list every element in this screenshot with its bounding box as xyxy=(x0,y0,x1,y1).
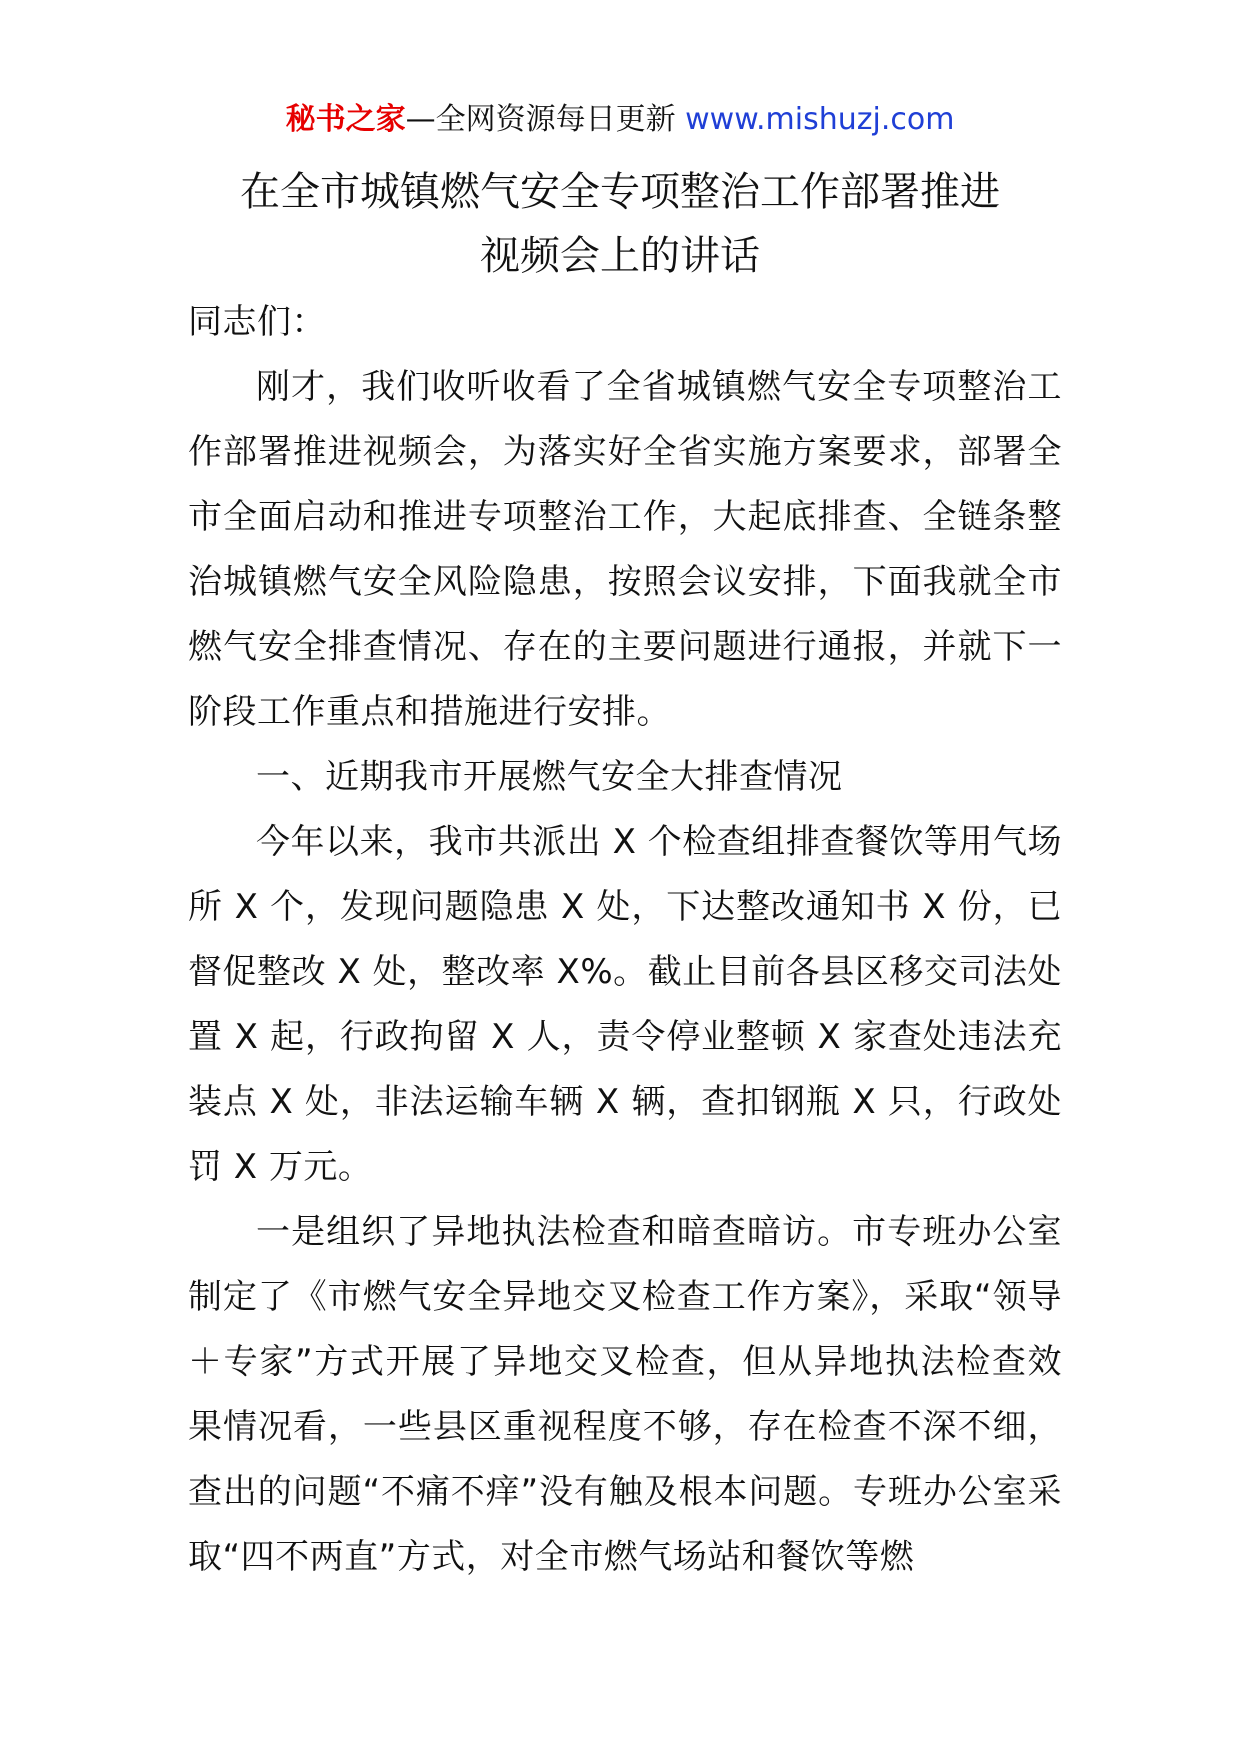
paragraph-point-1: 一是组织了异地执法检查和暗查暗访。市专班办公室制定了《市燃气安全异地交叉检查工作方案》，采取“领导＋专家”方式开展了异地交叉检查，但从异地执法检查效果情况看，一些县区重视程度不够，存在检查不深不细，查出的问题“不痛不痒”没有触及根本问题。专班办公室采取“四不两直”方式，对全市燃气场站和餐饮等燃 xyxy=(188,1212,1062,1577)
header-tagline: —全网资源每日更新 xyxy=(405,102,676,137)
section-heading-1: 一、近期我市开展燃气安全大排查情况 xyxy=(256,757,843,797)
document-title-line-2: 视频会上的讲话 xyxy=(480,233,760,279)
document-body xyxy=(188,290,1062,1590)
site-header xyxy=(0,100,1240,140)
brand-name: 秘书之家 xyxy=(285,102,406,137)
salutation: 同志们： xyxy=(188,302,326,342)
document-title-line-1: 在全市城镇燃气安全专项整治工作部署推进 xyxy=(240,169,1000,215)
paragraph-intro: 刚才，我们收听收看了全省城镇燃气安全专项整治工作部署推进视频会，为落实好全省实施方案要求，部署全市全面启动和推进专项整治工作，大起底排查、全链条整治城镇燃气安全风险隐患，按照会议安排，下面我就全市燃气安全排查情况、存在的主要问题进行通报，并就下一阶段工作重点和措施进行安排。 xyxy=(188,367,1062,732)
site-url-link[interactable]: www.mishuzj.com xyxy=(685,102,955,137)
paragraph-summary: 今年以来，我市共派出 X 个检查组排查餐饮等用气场所 X 个，发现问题隐患 X 处，下达整改通知书 X 份，已督促整改 X 处，整改率 X%。截止目前各县区移交司法处置 X 起，行政拘留 X 人，责令停业整顿 X 家查处违法充装点 X 处，非法运输车辆 X 辆，查扣钢瓶 X 只，行政处罚 X 万元。 xyxy=(188,822,1062,1187)
